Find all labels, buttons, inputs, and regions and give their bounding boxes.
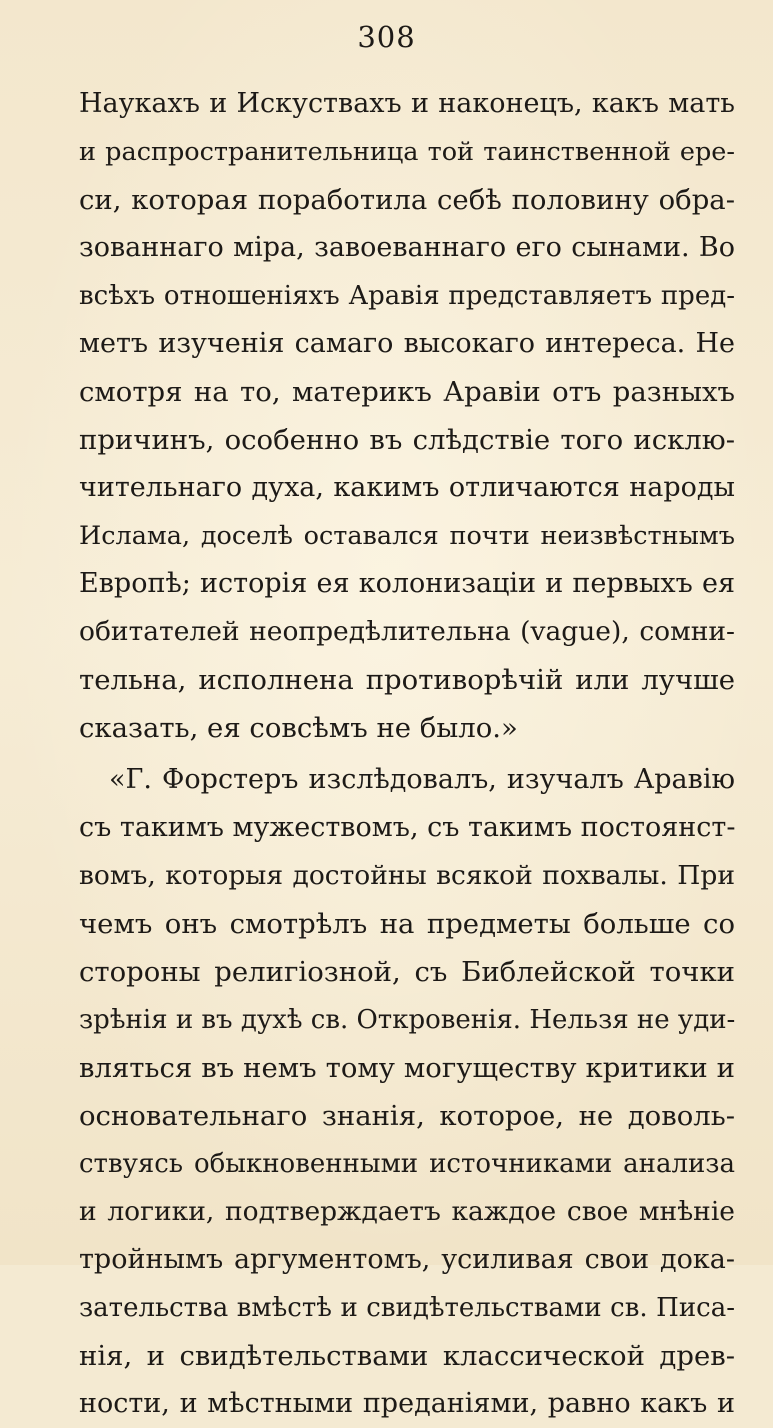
text-line: Ислама, доселѣ оставался почти неизвѣстнымъ xyxy=(79,521,735,551)
text-line: съ такимъ мужествомъ, съ такимъ постоянст- xyxy=(79,812,736,843)
body-text xyxy=(79,80,735,1428)
text-line: метъ изученія самаго высокаго интереса. Не xyxy=(79,328,735,359)
text-line: причинъ, особенно въ слѣдствіе того исклю- xyxy=(79,424,735,456)
text-line: вляться въ немъ тому могуществу критики и xyxy=(79,1052,735,1084)
text-line: чемъ онъ смотрѣлъ на предметы больше со xyxy=(79,908,735,940)
text-line: всѣхъ отношеніяхъ Аравія представляетъ пред- xyxy=(79,281,735,311)
text-line: Европѣ; исторія ея колонизаціи и первыхъ ея xyxy=(79,568,735,599)
text-line: нія, и свидѣтельствами классической древ- xyxy=(79,1340,735,1372)
text-line: сказать, ея совсѣмъ не было.» xyxy=(79,712,518,744)
text-line: зрѣнія и въ духѣ св. Откровенія. Нельзя не уди- xyxy=(79,1005,736,1035)
text-line: «Г. Форстеръ изслѣдовалъ, изучалъ Аравію xyxy=(109,764,735,795)
text-line: ствуясь обыкновенными источниками анализа xyxy=(79,1149,735,1179)
text-line: обитателей неопредѣлительна (vague), сомни- xyxy=(79,616,735,647)
text-line: зованнаго міра, завоеваннаго его сынами. Во xyxy=(79,232,735,263)
text-line: чительнаго духа, какимъ отличаются народы xyxy=(79,472,735,503)
text-line: ности, и мѣстными преданіями, равно какъ и xyxy=(79,1388,735,1419)
text-line: стороны религіозной, съ Библейской точки xyxy=(79,956,735,988)
text-line: основательнаго знанія, которое, не доволь- xyxy=(79,1100,735,1132)
text-line: смотря на то, материкъ Аравіи отъ разныхъ xyxy=(79,376,735,408)
text-line: вомъ, которыя достойны всякой похвалы. При xyxy=(79,860,735,891)
text-line: тельна, исполнена противорѣчій или лучше xyxy=(79,664,735,696)
text-line: си, которая поработила себѣ половину обра- xyxy=(79,184,735,216)
text-line: тройнымъ аргументомъ, усиливая свои дока- xyxy=(79,1244,735,1275)
text-line: зательства вмѣстѣ и свидѣтельствами св. Писа- xyxy=(79,1293,735,1323)
text-line: и распространительница той таинственной ере- xyxy=(79,137,735,167)
text-line: и логики, подтверждаетъ каждое свое мнѣніе xyxy=(79,1196,735,1227)
page-number: 308 xyxy=(357,20,416,54)
text-line: Наукахъ и Искуствахъ и наконецъ, какъ мать xyxy=(79,88,735,119)
